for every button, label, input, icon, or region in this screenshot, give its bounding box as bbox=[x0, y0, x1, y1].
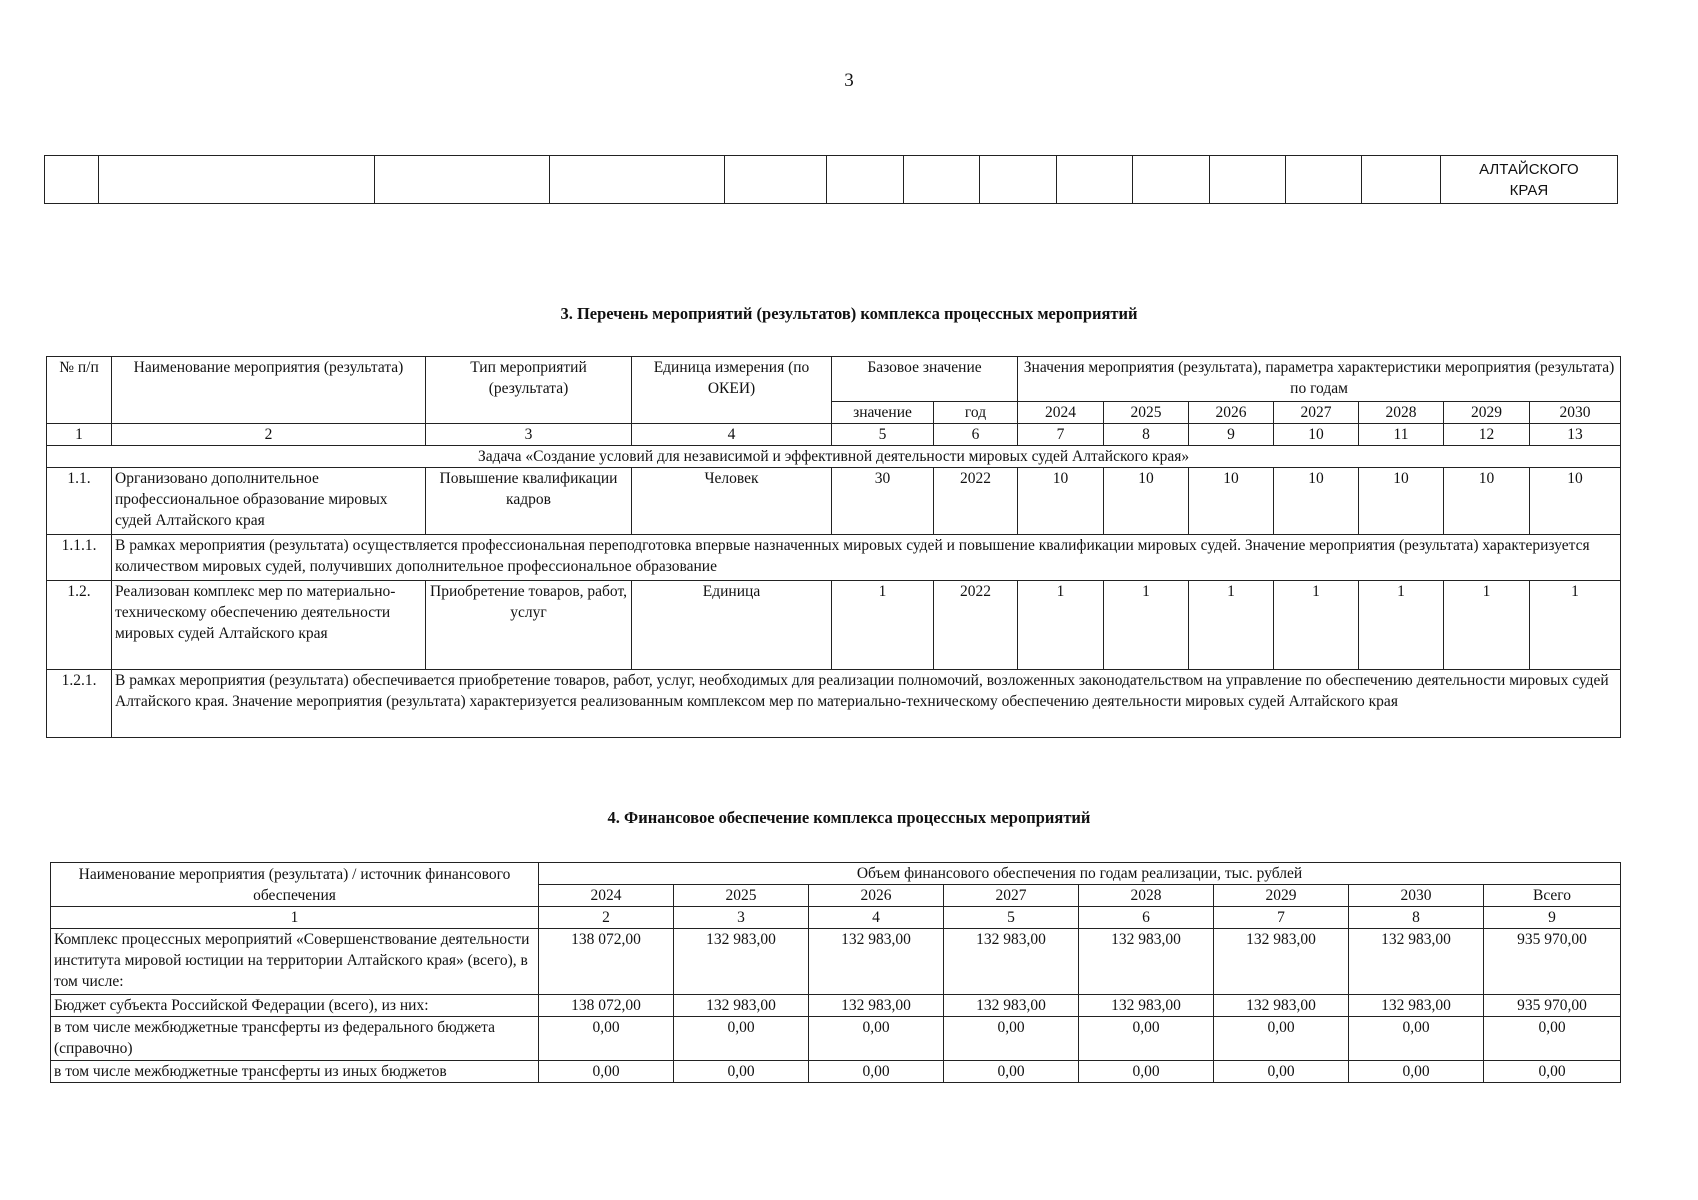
row-name: в том числе межбюджетные трансферты из иных бюджетов bbox=[51, 1061, 539, 1083]
row-value: 132 983,00 bbox=[1214, 995, 1349, 1017]
row-type: Повышение квалификации кадров bbox=[426, 468, 632, 535]
row-name: Организовано дополнительное профессиональное образование мировых судей Алтайского края bbox=[112, 468, 426, 535]
table-row bbox=[51, 1061, 1621, 1083]
table-row bbox=[51, 995, 1621, 1017]
empty-cell bbox=[724, 156, 827, 204]
row-base-value: 30 bbox=[832, 468, 934, 535]
row-value: 10 bbox=[1189, 468, 1274, 535]
row-value: 132 983,00 bbox=[944, 929, 1079, 995]
col-number: 6 bbox=[1079, 907, 1214, 929]
row-description: В рамках мероприятия (результата) осуществляется профессиональная переподготовка впервые назначенных мировых судей и повышение квалификации мировых судей. Значение мероприятия (результата) характеризуется количеством мировых судей, получивших дополнительное профессиональное образование bbox=[112, 535, 1621, 581]
col-number: 8 bbox=[1104, 424, 1189, 446]
table-row bbox=[51, 1017, 1621, 1061]
col-number: 10 bbox=[1274, 424, 1359, 446]
row-total: 0,00 bbox=[1484, 1017, 1621, 1061]
row-value: 132 983,00 bbox=[809, 995, 944, 1017]
row-value: 1 bbox=[1530, 581, 1621, 670]
empty-cell bbox=[980, 156, 1056, 204]
header-base-year: год bbox=[934, 402, 1018, 424]
row-name: в том числе межбюджетные трансферты из федерального бюджета (справочно) bbox=[51, 1017, 539, 1061]
col-number: 11 bbox=[1359, 424, 1444, 446]
empty-cell bbox=[903, 156, 979, 204]
empty-cell bbox=[549, 156, 724, 204]
column-numbers-row bbox=[47, 424, 1621, 446]
row-name: Комплекс процессных мероприятий «Совершенствование деятельности института мировой юстиции на территории Алтайского края» (всего), в том числе: bbox=[51, 929, 539, 995]
row-unit: Человек bbox=[632, 468, 832, 535]
empty-cell bbox=[374, 156, 549, 204]
row-description: В рамках мероприятия (результата) обеспечивается приобретение товаров, работ, услуг, необходимых для реализации полномочий, возложенных законодательством на управление по обеспечению деятельности мировых судей Алтайского края. Значение мероприятия (результата) характеризуется реализованным комплексом мер по материально-техническому обеспечению деятельности мировых судей Алтайского края bbox=[112, 670, 1621, 738]
row-value: 10 bbox=[1104, 468, 1189, 535]
row-value: 10 bbox=[1359, 468, 1444, 535]
header-base-value: значение bbox=[832, 402, 934, 424]
row-value: 132 983,00 bbox=[1349, 995, 1484, 1017]
page-number: 3 bbox=[844, 70, 854, 91]
row-value: 1 bbox=[1189, 581, 1274, 670]
row-value: 0,00 bbox=[539, 1017, 674, 1061]
task-row: Задача «Создание условий для независимой и эффективной деятельности мировых судей Алтайского края» bbox=[47, 446, 1621, 468]
row-value: 1 bbox=[1444, 581, 1530, 670]
col-number: 12 bbox=[1444, 424, 1530, 446]
row-value: 132 983,00 bbox=[1349, 929, 1484, 995]
column-numbers-row bbox=[51, 907, 1621, 929]
header-year: 2027 bbox=[944, 885, 1079, 907]
financing-table bbox=[50, 862, 1621, 1083]
activities-table bbox=[46, 356, 1621, 738]
empty-cell bbox=[827, 156, 903, 204]
row-value: 1 bbox=[1018, 581, 1104, 670]
col-number: 13 bbox=[1530, 424, 1621, 446]
row-value: 132 983,00 bbox=[1079, 995, 1214, 1017]
header-year: 2027 bbox=[1274, 402, 1359, 424]
row-value: 132 983,00 bbox=[944, 995, 1079, 1017]
row-total: 935 970,00 bbox=[1484, 995, 1621, 1017]
empty-cell bbox=[45, 156, 99, 204]
col-number: 5 bbox=[832, 424, 934, 446]
header-base: Базовое значение bbox=[832, 357, 1018, 402]
row-base-year: 2022 bbox=[934, 468, 1018, 535]
header-volume: Объем финансового обеспечения по годам реализации, тыс. рублей bbox=[539, 863, 1621, 885]
section3-title: 3. Перечень мероприятий (результатов) комплекса процессных мероприятий bbox=[560, 304, 1138, 323]
row-base-year: 2022 bbox=[934, 581, 1018, 670]
col-number: 4 bbox=[632, 424, 832, 446]
table-row bbox=[47, 535, 1621, 581]
header-year: 2026 bbox=[1189, 402, 1274, 424]
header-name: Наименование мероприятия (результата) bbox=[112, 357, 426, 424]
col-number: 3 bbox=[426, 424, 632, 446]
empty-cell bbox=[1285, 156, 1361, 204]
row-value: 10 bbox=[1018, 468, 1104, 535]
row-value: 132 983,00 bbox=[1214, 929, 1349, 995]
row-value: 0,00 bbox=[944, 1061, 1079, 1083]
row-total: 0,00 bbox=[1484, 1061, 1621, 1083]
col-number: 1 bbox=[47, 424, 112, 446]
row-base-value: 1 bbox=[832, 581, 934, 670]
empty-cell bbox=[1133, 156, 1209, 204]
header-year: 2025 bbox=[1104, 402, 1189, 424]
row-value: 138 072,00 bbox=[539, 929, 674, 995]
row-value: 10 bbox=[1530, 468, 1621, 535]
row-value: 0,00 bbox=[809, 1017, 944, 1061]
header-year: 2029 bbox=[1214, 885, 1349, 907]
row-value: 132 983,00 bbox=[1079, 929, 1214, 995]
col-number: 8 bbox=[1349, 907, 1484, 929]
row-value: 1 bbox=[1359, 581, 1444, 670]
header-year: 2030 bbox=[1530, 402, 1621, 424]
header-year: 2030 bbox=[1349, 885, 1484, 907]
row-num: 1.2. bbox=[47, 581, 112, 670]
col-number: 4 bbox=[809, 907, 944, 929]
header-num: № п/п bbox=[47, 357, 112, 424]
row-value: 10 bbox=[1274, 468, 1359, 535]
row-value: 132 983,00 bbox=[674, 995, 809, 1017]
table-row bbox=[51, 929, 1621, 995]
header-unit: Единица измерения (по ОКЕИ) bbox=[632, 357, 832, 424]
row-value: 0,00 bbox=[674, 1061, 809, 1083]
row-name: Реализован комплекс мер по материально-техническому обеспечению деятельности мировых судей Алтайского края bbox=[112, 581, 426, 670]
row-num: 1.1. bbox=[47, 468, 112, 535]
row-type: Приобретение товаров, работ, услуг bbox=[426, 581, 632, 670]
col-number: 7 bbox=[1214, 907, 1349, 929]
header-type: Тип мероприятий (результата) bbox=[426, 357, 632, 424]
row-value: 1 bbox=[1104, 581, 1189, 670]
row-value: 10 bbox=[1444, 468, 1530, 535]
row-value: 0,00 bbox=[1079, 1061, 1214, 1083]
col-number: 9 bbox=[1189, 424, 1274, 446]
row-value: 0,00 bbox=[944, 1017, 1079, 1061]
header-year: 2028 bbox=[1079, 885, 1214, 907]
header-name: Наименование мероприятия (результата) / источник финансового обеспечения bbox=[51, 863, 539, 907]
row-value: 138 072,00 bbox=[539, 995, 674, 1017]
row-unit: Единица bbox=[632, 581, 832, 670]
row-value: 0,00 bbox=[539, 1061, 674, 1083]
header-year: 2025 bbox=[674, 885, 809, 907]
row-total: 935 970,00 bbox=[1484, 929, 1621, 995]
col-number: 6 bbox=[934, 424, 1018, 446]
row-value: 132 983,00 bbox=[674, 929, 809, 995]
row-value: 0,00 bbox=[1349, 1061, 1484, 1083]
empty-cell bbox=[99, 156, 375, 204]
header-year: 2026 bbox=[809, 885, 944, 907]
empty-cell bbox=[1056, 156, 1132, 204]
header-year: 2024 bbox=[1018, 402, 1104, 424]
table-row bbox=[47, 670, 1621, 738]
header-values: Значения мероприятия (результата), параметра характеристики мероприятия (результата) по годам bbox=[1018, 357, 1621, 402]
region-line-2: КРАЯ bbox=[1509, 181, 1549, 199]
row-value: 0,00 bbox=[674, 1017, 809, 1061]
col-number: 2 bbox=[112, 424, 426, 446]
row-value: 1 bbox=[1274, 581, 1359, 670]
col-number: 7 bbox=[1018, 424, 1104, 446]
col-number: 5 bbox=[944, 907, 1079, 929]
col-number: 1 bbox=[51, 907, 539, 929]
empty-cell bbox=[1209, 156, 1285, 204]
row-value: 0,00 bbox=[1079, 1017, 1214, 1061]
region-line-1: АЛТАЙСКОГО bbox=[1479, 160, 1579, 178]
col-number: 2 bbox=[539, 907, 674, 929]
row-value: 0,00 bbox=[1214, 1061, 1349, 1083]
row-num: 1.2.1. bbox=[47, 670, 112, 738]
row-value: 0,00 bbox=[1214, 1017, 1349, 1061]
table-row bbox=[47, 468, 1621, 535]
continuation-table bbox=[44, 155, 1618, 204]
row-value: 132 983,00 bbox=[809, 929, 944, 995]
row-name: Бюджет субъекта Российской Федерации (всего), из них: bbox=[51, 995, 539, 1017]
col-number: 9 bbox=[1484, 907, 1621, 929]
table-row bbox=[47, 581, 1621, 670]
row-num: 1.1.1. bbox=[47, 535, 112, 581]
empty-cell bbox=[1362, 156, 1440, 204]
row-value: 0,00 bbox=[1349, 1017, 1484, 1061]
header-year: 2028 bbox=[1359, 402, 1444, 424]
header-total: Всего bbox=[1484, 885, 1621, 907]
row-value: 0,00 bbox=[809, 1061, 944, 1083]
section4-title: 4. Финансовое обеспечение комплекса процессных мероприятий bbox=[607, 808, 1091, 827]
header-year: 2029 bbox=[1444, 402, 1530, 424]
header-year: 2024 bbox=[539, 885, 674, 907]
col-number: 3 bbox=[674, 907, 809, 929]
region-cell bbox=[1440, 156, 1617, 204]
